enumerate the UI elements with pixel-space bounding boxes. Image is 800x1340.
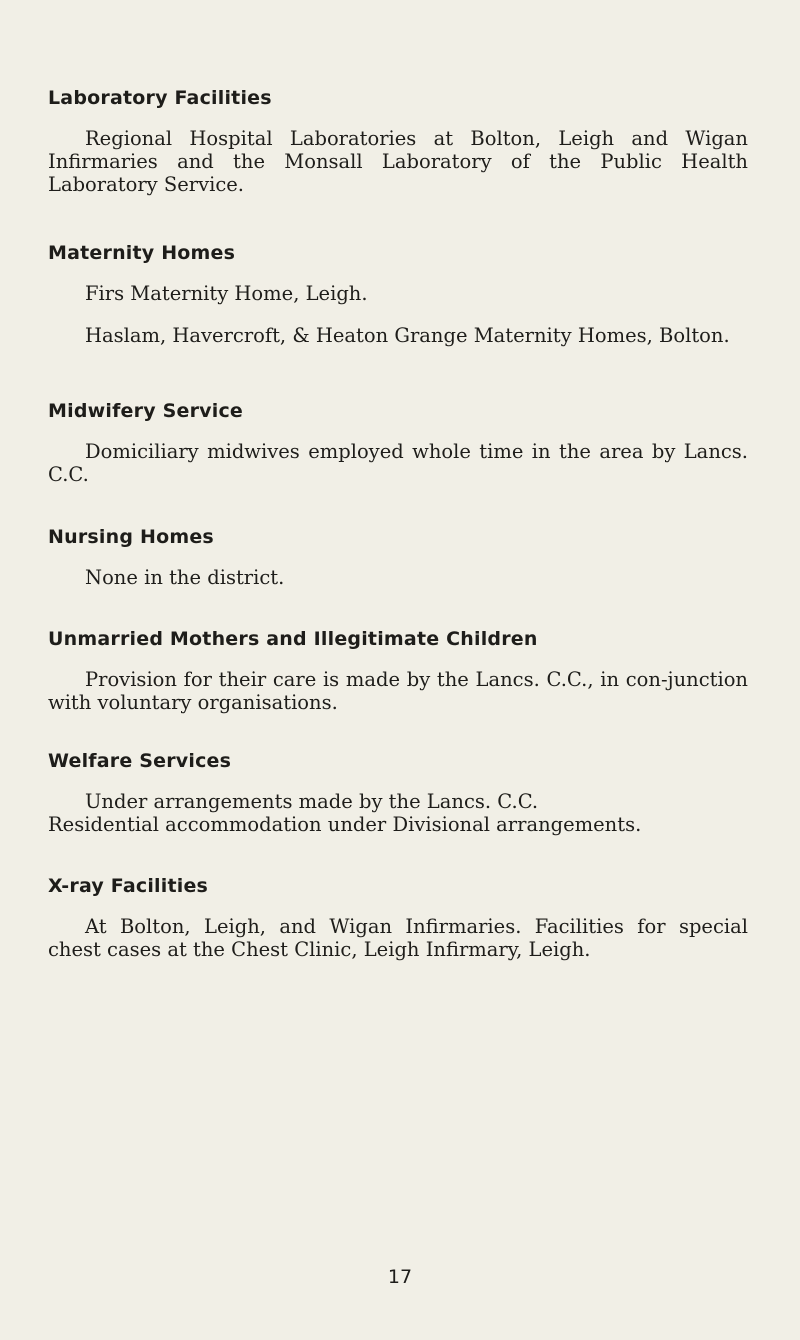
section-paragraph: Domiciliary midwives employed whole time in the area by Lancs. C.C. [48,440,748,486]
section-paragraph: At Bolton, Leigh, and Wigan Infirmaries. Facilities for special chest cases at the Chest Clinic, Leigh Infirmary, Leigh. [48,915,748,961]
section-paragraph: Regional Hospital Laboratories at Bolton, Leigh and Wigan Infirmaries and the Monsall Laboratory of the Public Health Laboratory Service. [48,127,748,196]
section-paragraph: Provision for their care is made by the Lancs. C.C., in con-junction with voluntary organisations. [48,668,748,714]
section-heading: Midwifery Service [48,400,243,422]
section-heading: Unmarried Mothers and Illegitimate Children [48,628,538,650]
section-laboratory-facilities [48,86,748,196]
section-paragraph: Haslam, Havercroft, & Heaton Grange Maternity Homes, Bolton. [85,324,730,347]
section-maternity-homes [48,241,748,347]
section-heading: Maternity Homes [48,242,236,264]
section-heading: Nursing Homes [48,526,214,548]
section-nursing-homes [48,525,748,589]
section-paragraph: Under arrangements made by the Lancs. C.C. [85,790,539,813]
section-heading: X-ray Facilities [48,875,209,897]
section-x-ray-facilities [48,874,748,961]
section-heading: Welfare Services [48,750,232,772]
section-paragraph: None in the district. [85,566,285,589]
page-number: 17 [387,1266,413,1288]
section-unmarried-mothers [48,627,748,714]
section-paragraph: Residential accommodation under Divisional arrangements. [48,813,642,836]
section-paragraph: Firs Maternity Home, Leigh. [85,282,368,305]
section-welfare-services [48,749,748,836]
section-midwifery-service [48,399,748,486]
section-heading: Laboratory Facilities [48,87,272,109]
